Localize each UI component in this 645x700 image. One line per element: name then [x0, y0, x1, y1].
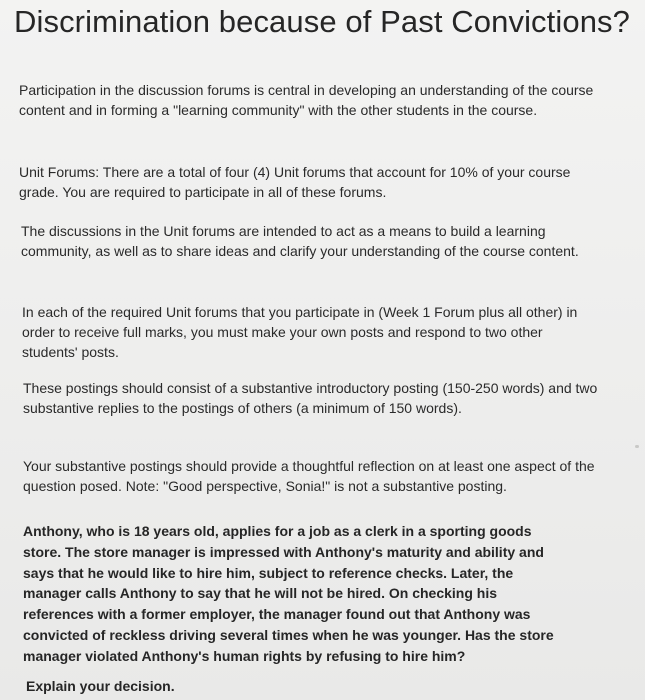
paper-mark	[635, 445, 639, 448]
scenario-question: Anthony, who is 18 years old, applies for a job as a clerk in a sporting goods store. The store manager is impressed with Anthony's maturity and ability and says that he would like to hire him, subject to reference checks. Later, the manager calls Anthony to say that he will not be hired. On checking his references with a former employer, the manager found out that Anthony was convicted of reckless driving several times when he was younger. Has the store manager violated Anthony's human rights by refusing to hire him?	[23, 523, 554, 664]
paragraph-full-marks: In each of the required Unit forums that you participate in (Week 1 Forum plus all other) in order to receive full marks, you must make your own posts and respond to two other students' posts.	[22, 304, 578, 360]
paragraph-substantive-postings: Your substantive postings should provide a thoughtful reflection on at least one aspect of the question posed. Note: "Good perspective, Sonia!" is not a substantive posting.	[23, 458, 595, 494]
paragraph-discussion-purpose: The discussions in the Unit forums are intended to act as a means to build a learning community, as well as to share ideas and clarify your understanding of the course content.	[21, 223, 579, 259]
paragraph-posting-requirements: These postings should consist of a substantive introductory posting (150-250 words) and two substantive replies to the postings of others (a minimum of 150 words).	[23, 380, 598, 416]
instruction: Explain your decision.	[26, 678, 175, 694]
page-title: Discrimination because of Past Convictions?	[14, 4, 630, 39]
paragraph-unit-forums: Unit Forums: There are a total of four (4) Unit forums that account for 10% of your course grade. You are required to participate in all of these forums.	[19, 164, 571, 200]
paragraph-forum-participation: Participation in the discussion forums is central in developing an understanding of the course content and in forming a "learning community" with the other students in the course.	[19, 82, 594, 118]
